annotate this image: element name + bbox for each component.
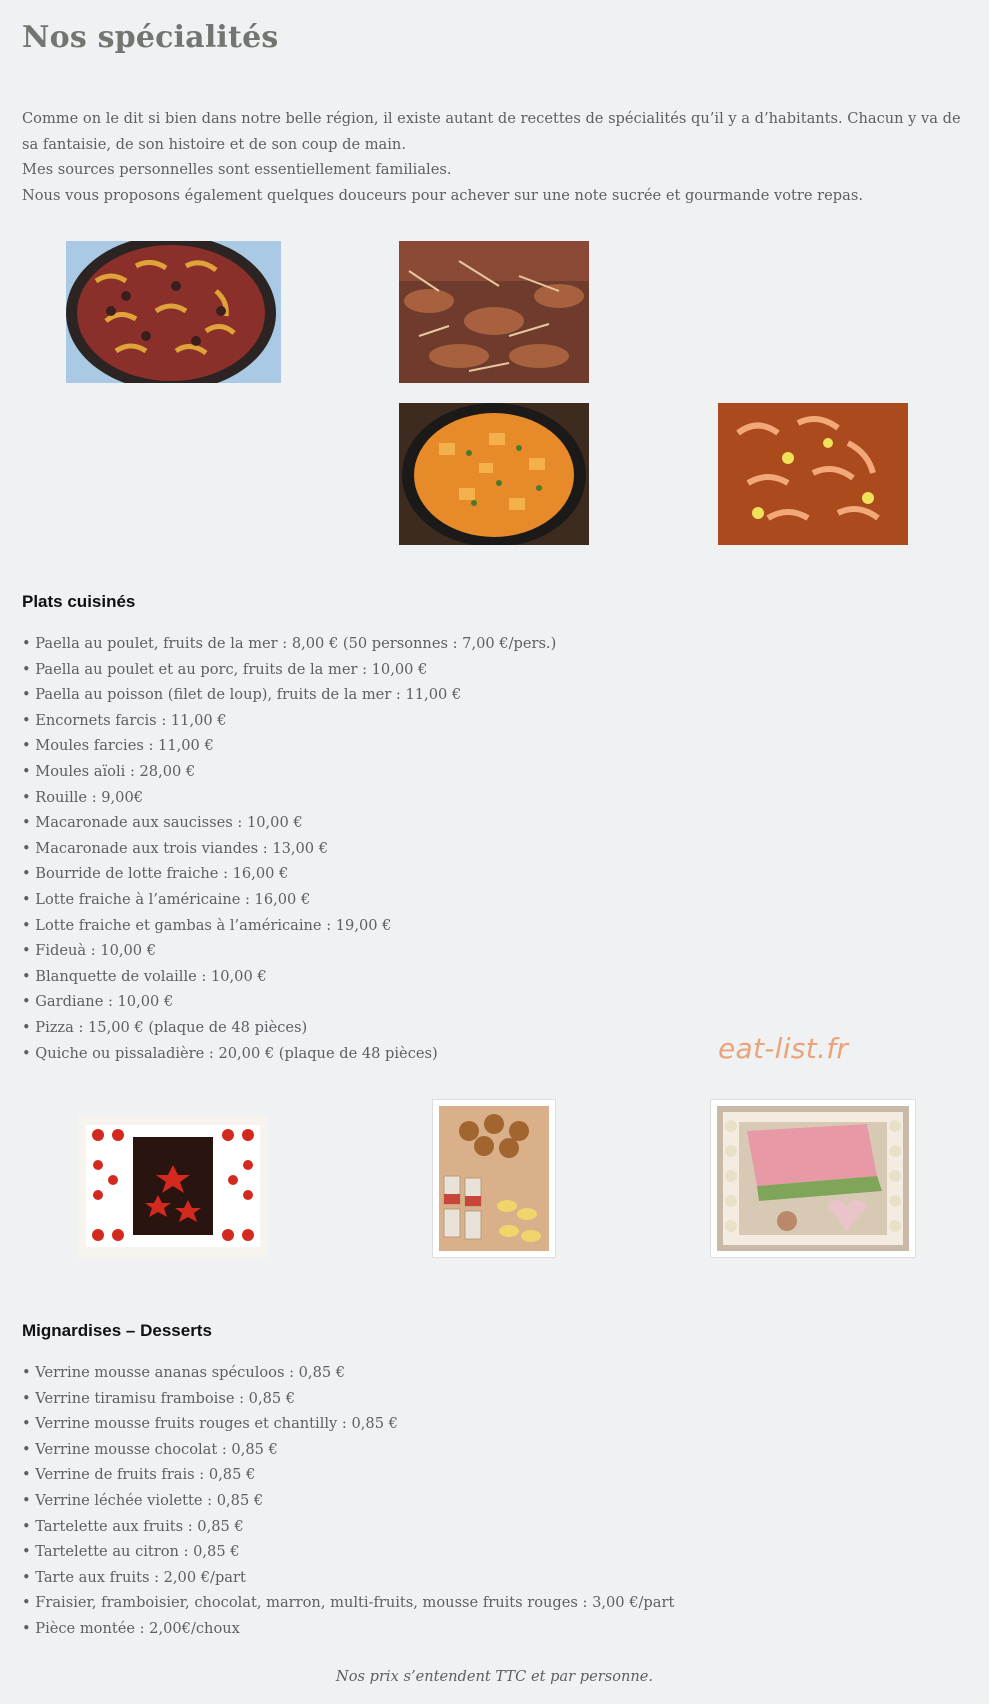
desserts-heading: Mignardises – Desserts [22, 1321, 212, 1340]
intro-paragraph: Nous vous proposons également quelques douceurs pour achever sur une note sucrée et gourmande votre repas. [22, 186, 863, 204]
list-item: • Moules farcies : 11,00 € [22, 733, 556, 759]
list-item: • Pièce montée : 2,00€/choux [22, 1616, 674, 1642]
list-item: • Blanquette de volaille : 10,00 € [22, 964, 556, 990]
list-item: • Fideuà : 10,00 € [22, 938, 556, 964]
list-item: • Verrine tiramisu framboise : 0,85 € [22, 1386, 674, 1412]
macaronade-photo[interactable] [399, 403, 589, 545]
birthday-cake-photo[interactable] [710, 1099, 916, 1258]
list-item: • Paella au poulet et au porc, fruits de la mer : 10,00 € [22, 657, 556, 683]
desserts-list [22, 1360, 674, 1642]
list-item: • Paella au poulet, fruits de la mer : 8,00 € (50 personnes : 7,00 €/pers.) [22, 631, 556, 657]
strawberry-cake-photo[interactable] [78, 1115, 268, 1257]
plats-list [22, 631, 556, 1066]
list-item: • Rouille : 9,00€ [22, 785, 556, 811]
list-item: • Verrine mousse chocolat : 0,85 € [22, 1437, 674, 1463]
plats-heading: Plats cuisinés [22, 592, 136, 611]
intro-text [22, 106, 962, 208]
list-item: • Verrine mousse ananas spéculoos : 0,85 € [22, 1360, 674, 1386]
list-item: • Pizza : 15,00 € (plaque de 48 pièces) [22, 1015, 556, 1041]
grilled-meat-photo[interactable] [399, 241, 589, 383]
intro-paragraph: Comme on le dit si bien dans notre belle région, il existe autant de recettes de spécialités qu’il y a d’habitants. Chacun y va de sa fantaisie, de son histoire et de son coup de main. [22, 110, 961, 153]
list-item: • Macaronade aux saucisses : 10,00 € [22, 810, 556, 836]
list-item: • Quiche ou pissaladière : 20,00 € (plaque de 48 pièces) [22, 1041, 556, 1067]
list-item: • Paella au poisson (filet de loup), fruits de la mer : 11,00 € [22, 682, 556, 708]
list-item: • Gardiane : 10,00 € [22, 989, 556, 1015]
watermark-text: eat-list.fr [718, 1032, 849, 1065]
list-item: • Tartelette au citron : 0,85 € [22, 1539, 674, 1565]
intro-paragraph: Mes sources personnelles sont essentiellement familiales. [22, 161, 452, 179]
price-note: Nos prix s’entendent TTC et par personne. [335, 1668, 654, 1685]
list-item: • Macaronade aux trois viandes : 13,00 € [22, 836, 556, 862]
page-title: Nos spécialités [22, 20, 279, 55]
paella-photo[interactable] [66, 241, 281, 383]
list-item: • Moules aïoli : 28,00 € [22, 759, 556, 785]
list-item: • Lotte fraiche et gambas à l’américaine : 19,00 € [22, 913, 556, 939]
list-item: • Lotte fraiche à l’américaine : 16,00 € [22, 887, 556, 913]
list-item: • Bourride de lotte fraiche : 16,00 € [22, 861, 556, 887]
verrines-photo[interactable] [432, 1099, 556, 1258]
seafood-paella-photo[interactable] [718, 403, 908, 545]
list-item: • Tartelette aux fruits : 0,85 € [22, 1514, 674, 1540]
list-item: • Verrine de fruits frais : 0,85 € [22, 1462, 674, 1488]
list-item: • Verrine mousse fruits rouges et chantilly : 0,85 € [22, 1411, 674, 1437]
list-item: • Tarte aux fruits : 2,00 €/part [22, 1565, 674, 1591]
list-item: • Encornets farcis : 11,00 € [22, 708, 556, 734]
list-item: • Verrine léchée violette : 0,85 € [22, 1488, 674, 1514]
list-item: • Fraisier, framboisier, chocolat, marron, multi-fruits, mousse fruits rouges : 3,00 €/part [22, 1590, 674, 1616]
